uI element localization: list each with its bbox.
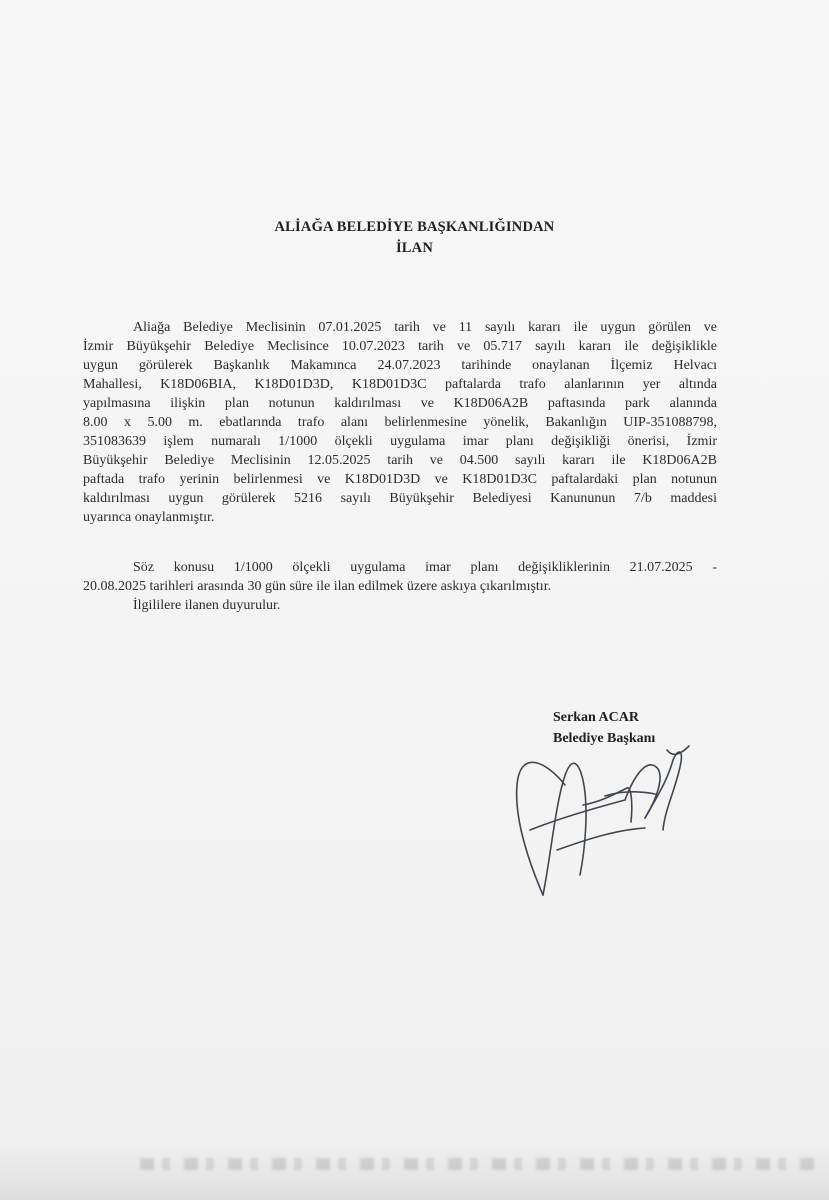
paragraph-line: İzmir Büyükşehir Belediye Meclisince 10.07.2023 tarih ve 05.717 sayılı kararı ile değişiklikle xyxy=(83,339,717,354)
paragraph-line: Mahallesi, K18D06BIA, K18D01D3D, K18D01D3C paftalarda trafo alanlarının yer altında xyxy=(83,377,717,392)
paragraph-line: yapılmasına ilişkin plan notunun kaldırılması ve K18D06A2B paftasında park alanında xyxy=(83,396,717,411)
posting-period-paragraph xyxy=(83,558,717,596)
paragraph-line: 8.00 x 5.00 m. ebatlarında trafo alanı belirlenmesine yönelik, Bakanlığın UIP-351088798, xyxy=(83,415,717,430)
document-header-title: İLAN xyxy=(395,240,434,256)
closing-line xyxy=(133,596,767,615)
paragraph-line: uygun görülerek Başkanlık Makamınca 24.07.2023 tarihinde onaylanan İlçemiz Helvacı xyxy=(83,358,717,373)
paragraph-line: uyarınca onaylanmıştır. xyxy=(83,510,215,525)
paragraph-line: paftada trafo yerinin belirlenmesi ve K18D01D3D ve K18D01D3C paftalardaki plan notunun xyxy=(83,472,717,487)
paragraph-line: 351083639 işlem numaralı 1/1000 ölçekli uygulama imar planı değişikliği önerisi, İzmir xyxy=(83,434,717,449)
paragraph-line: 20.08.2025 tarihleri arasında 30 gün süre ile ilan edilmek üzere askıya çıkarılmıştır. xyxy=(83,579,552,594)
main-paragraph xyxy=(83,318,717,527)
document-header-institution: ALİAĞA BELEDİYE BAŞKANLIĞINDAN xyxy=(274,219,555,235)
closing-text: İlgililere ilanen duyurulur. xyxy=(133,598,281,613)
paragraph-line: Söz konusu 1/1000 ölçekli uygulama imar planı değişikliklerinin 21.07.2025 - xyxy=(133,560,717,575)
paragraph-line: Büyükşehir Belediye Meclisinin 12.05.2025 tarih ve 04.500 sayılı kararı ile K18D06A2B xyxy=(83,453,717,468)
paragraph-line: kaldırılması uygun görülerek 5216 sayılı Büyükşehir Belediyesi Kanununun 7/b maddesi xyxy=(83,491,717,506)
signatory-name: Serkan ACAR xyxy=(553,710,639,725)
page-edge-shadow xyxy=(0,1140,829,1200)
paragraph-line: Aliağa Belediye Meclisinin 07.01.2025 tarih ve 11 sayılı kararı ile uygun görülen ve xyxy=(133,320,717,335)
signatory-title: Belediye Başkanı xyxy=(553,731,656,746)
